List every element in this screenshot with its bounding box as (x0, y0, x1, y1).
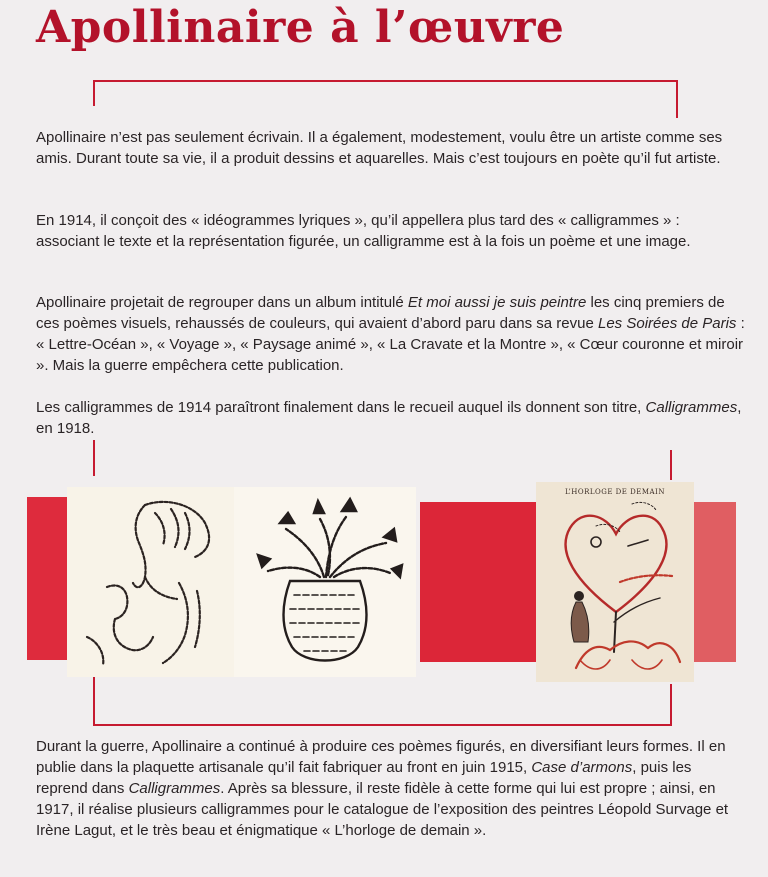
horloge-calligram-image (536, 482, 694, 682)
paragraph-4 (36, 397, 746, 439)
red-block-right (694, 502, 736, 662)
page-title: Apollinaire à l’œuvre (36, 2, 565, 53)
top-bracket-horizontal (93, 80, 678, 82)
paragraph-3-text-c: les cinq premiers de ces poèmes visuels, rehaussés de couleurs, qui avaient d’abord paru dans sa revue (36, 294, 725, 332)
mid-line-left-bottom (93, 676, 95, 724)
paragraph-5-text-a: Durant la guerre, Apollinaire a continué à produire ces poèmes figurés, en diversifiant leurs formes. Il en publie dans la plaquette artisanale qu’il fait fabriquer au front en juin 1915, (36, 738, 726, 776)
paragraph-3-text-a: Apollinaire projetait de regrouper dans un album intitulé (36, 294, 408, 311)
red-block-middle (420, 502, 536, 662)
horloge-calligram-icon (536, 482, 694, 682)
red-block-left (27, 497, 67, 660)
paragraph-3-revue-title: Les Soirées de Paris (598, 315, 737, 332)
paragraph-5-text-e: . Après sa blessure, il reste fidèle à cette forme qui lui est propre ; ainsi, en 1917, il réalise plusieurs calligrammes pour le catalogue de l’exposition des peintres Léopold Survage et Irène Lagut, et le très beau et énigmatique « L’horloge de demain ». (36, 780, 729, 839)
top-bracket-right (676, 80, 678, 118)
paragraph-5-text-c: , puis les reprend dans (36, 759, 692, 797)
vase-calligram-icon (234, 487, 416, 677)
paragraph-3-album-title: Et moi aussi je suis peintre (407, 294, 587, 311)
paragraph-5-case-armons: Case d’armons (531, 759, 633, 776)
bottom-line-horizontal (93, 724, 672, 726)
horse-calligram-icon (67, 487, 234, 677)
paragraph-5-book-title: Calligrammes (128, 780, 221, 797)
paragraph-4-text-c: , en 1918. (36, 399, 742, 437)
paragraph-4-text-a: Les calligrammes de 1914 paraîtront finalement dans le recueil auquel ils donnent son titre, (36, 399, 646, 416)
paragraph-5 (36, 736, 746, 841)
paragraph-1: Apollinaire n’est pas seulement écrivain. Il a également, modestement, voulu être un artiste comme ses amis. Durant toute sa vie, il a produit dessins et aquarelles. Mais c’est toujours en poète qu’il fut artiste. (36, 129, 723, 167)
vase-calligram-image (234, 487, 416, 677)
horse-calligram-image (67, 487, 234, 677)
paragraph-3-text-e: : « Lettre-Océan », « Voyage », « Paysage animé », « La Cravate et la Montre », « Cœur couronne et miroir ». Mais la guerre empêchera cette publication. (36, 315, 745, 374)
horloge-header: L’HORLOGE DE DEMAIN (565, 488, 665, 496)
mid-line-left-top (93, 440, 95, 476)
paragraph-2: En 1914, il conçoit des « idéogrammes lyriques », qu’il appellera plus tard des « calligrammes » : associant le texte et la représentation figurée, un calligramme est à la fois un poème et une image. (36, 212, 691, 250)
mid-line-right-top (670, 450, 672, 480)
top-bracket-left (93, 80, 95, 106)
mid-line-right-bottom (670, 684, 672, 724)
paragraph-3 (36, 292, 746, 376)
paragraph-4-book-title: Calligrammes (645, 399, 738, 416)
